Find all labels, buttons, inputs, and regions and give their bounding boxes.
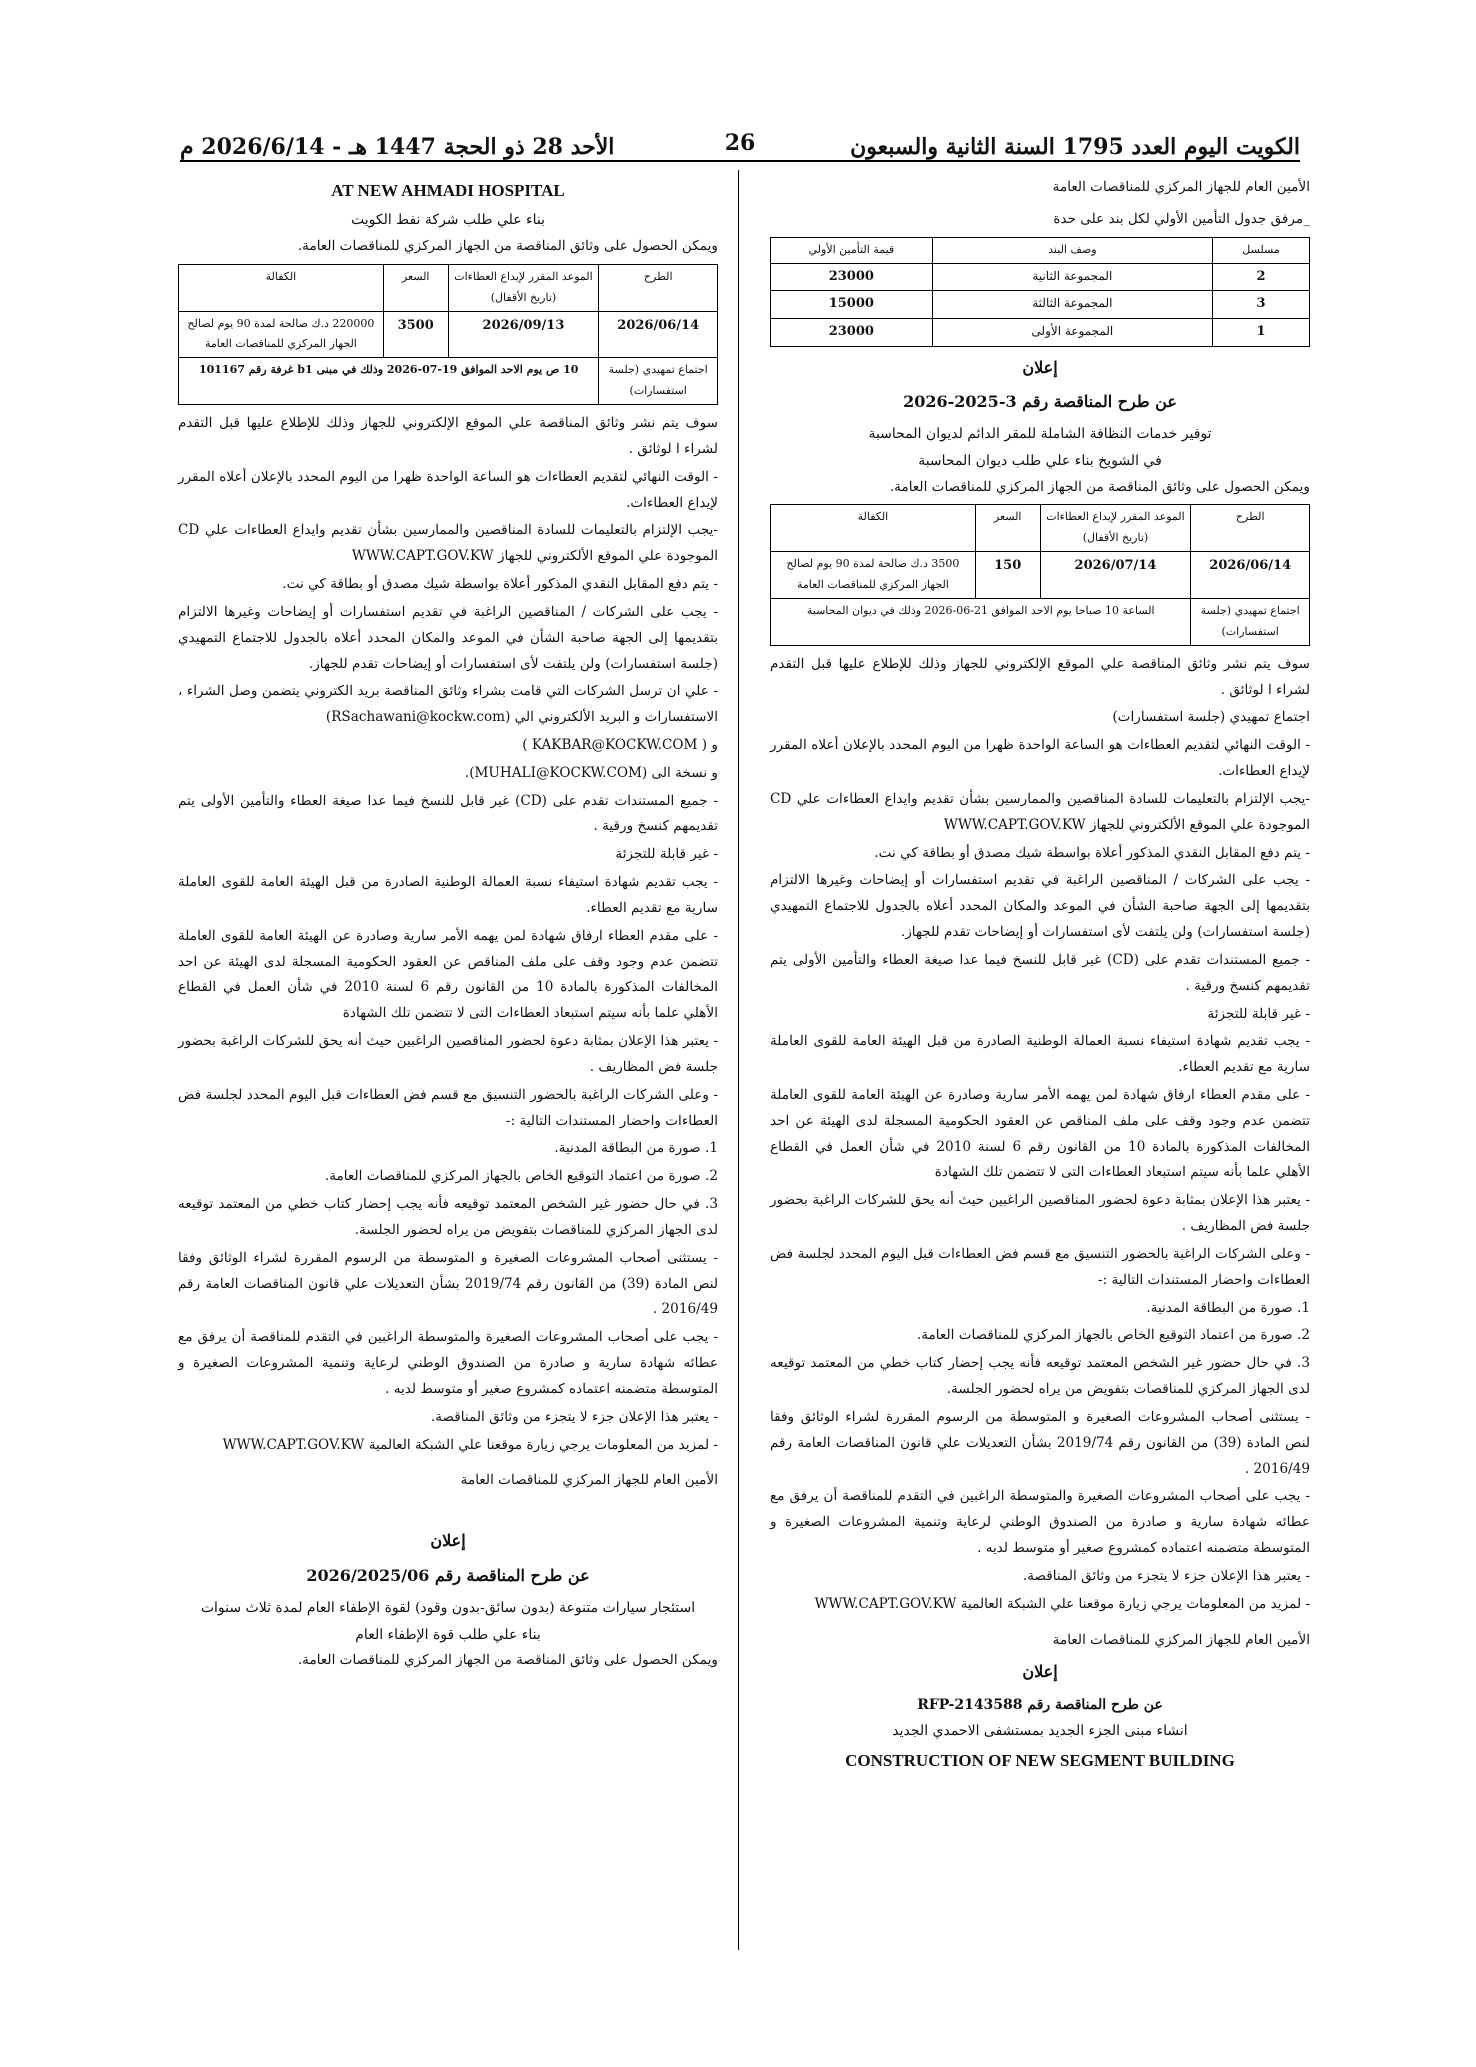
paragraph: -يجب الإلتزام بالتعليمات للسادة المناقصين والممارسين بشأن تقديم وايداع العطاءات علي CD الموجودة علي الموقع الألكتروني للجهاز WWW.CAPT.GOV.KW: [178, 522, 718, 565]
tender-cell: 2026/06/14: [599, 311, 718, 358]
tender-subject: انشاء مبنى الجزء الجديد بمستشفى الاحمدي الجديد: [892, 1723, 1188, 1740]
paragraph: - يعتبر هذا الإعلان جزء لا يتجزء من وثائق المناقصة.: [430, 1408, 718, 1425]
insurance-cell: المجموعة الأولى: [932, 318, 1212, 346]
table-row: [771, 552, 1310, 599]
paragraph: - يجب على أصحاب المشروعات الصغيرة والمتوسطة الراغبين في التقدم للمناقصة أن يرفق مع عطائه شهادة سارية و صادرة من الصندوق الوطني لرعاية وتنمية المشروعات الصغيرة و المتوسطة متضمنه اعتماده كمشروع صغير أو متوسط لديه .: [178, 1329, 718, 1397]
signature-bottom: الأمين العام للجهاز المركزي للمناقصات العامة: [1052, 1631, 1310, 1648]
insurance-cell: 15000: [771, 291, 933, 319]
meeting-label: اجتماع تمهيدي (جلسة استفسارات): [599, 358, 718, 405]
tender-header: الكفالة: [771, 505, 976, 552]
paragraph: - يعتبر هذا الإعلان بمثابة دعوة لحضور المناقصين الراغبين حيث أنه يحق للشركات الراغبة بحضور جلسة فض المظاريف .: [178, 1033, 718, 1075]
paragraph: 3. في حال حضور غير الشخص المعتمد توقيعه فأنه يجب إحضار كتاب خطي من المعتمد توقيعه لدى الجهاز المركزي للمناقصات بتفويض من يراه لحضور الجلسة.: [178, 1196, 718, 1238]
email-line: و نسخة الى (MUHALI@KOCKW.COM).: [464, 764, 718, 781]
paragraph: - يجب تقديم شهادة استيفاء نسبة العمالة الوطنية الصادرة من قبل الهيئة العامة للقوى العاملة سارية مع تقديم العطاء.: [178, 874, 718, 916]
paragraph: - لمزيد من المعلومات يرجي زيارة موقعنا علي الشبكة العالمية WWW.CAPT.GOV.KW: [814, 1595, 1310, 1612]
paragraph: - يتم دفع المقابل النقدي المذكور أعلاة بواسطة شيك مصدق أو بطاقة كي نت.: [874, 844, 1310, 861]
page-number: 26: [724, 130, 756, 156]
tender-header: الكفالة: [179, 264, 384, 311]
tender-header: الموعد المقرر لإيداع العطاءات (تاريخ الأقفال): [1040, 505, 1191, 552]
paragraph: - الوقت النهائي لتقديم العطاءات هو الساعة الواحدة ظهرا من اليوم المحدد بالإعلان أعلاه المقرر لإيداع العطاءات.: [770, 737, 1310, 780]
paragraph: سوف يتم نشر وثائق المناقصة علي الموقع الإلكتروني للجهاز وذلك للإطلاع عليها قبل التقدم لشراء ا لوثائق .: [770, 655, 1310, 698]
paragraph: -يجب الإلتزام بالتعليمات للسادة المناقصين والممارسين بشأن تقديم وايداع العطاءات علي CD الموجودة علي الموقع الألكتروني للجهاز WWW.CAPT.GOV.KW: [770, 790, 1310, 833]
paragraph: - يستثنى أصحاب المشروعات الصغيرة و المتوسطة من الرسوم المقررة لشراء الوثائق وفقا لنص المادة (39) من القانون رقم 2019/74 بشأن التعديلات علي قانون المناقصات العامة رقم 2016/49 .: [178, 1249, 718, 1318]
table-row: [771, 291, 1310, 319]
paragraph: - غير قابلة للتجزئة: [615, 846, 718, 863]
tender-cell: 150: [975, 552, 1040, 599]
right-column: [770, 175, 1310, 1777]
tender-number: عن طرح المناقصة رقم 2026/2025/06: [306, 1565, 590, 1585]
attach-note: _مرفق جدول التأمين الأولي لكل بند على حدة: [1053, 210, 1310, 227]
tender-subject: استئجار سيارات متنوعة (بدون سائق-بدون وقود) لقوة الإطفاء العام لمدة ثلاث سنوات: [200, 1599, 696, 1616]
announcement-title: إعلان: [430, 1531, 466, 1551]
tender-header: الطرح: [1191, 505, 1310, 552]
tender-docs-note: ويمكن الحصول على وثائق المناقصة من الجهاز المركزي للمناقصات العامة.: [297, 1652, 718, 1669]
paragraph: - لمزيد من المعلومات يرجي زيارة موقعنا علي الشبكة العالمية WWW.CAPT.GOV.KW: [222, 1436, 718, 1453]
insurance-cell: المجموعة الثالثة: [932, 291, 1212, 319]
paragraph: - يجب على الشركات / المناقصين الراغبة في تقديم استفسارات أو إيضاحات وغيرها الالتزام بتقديمها إلى الجهة صاحبة الشأن في الموعد والمكان المحدد أعلاه بالجدول للاجتماع التمهيدي (جلسة استفسارات) ولن يلتفت لأى استفسارات أو إيضاحات تقدم للجهاز.: [178, 603, 718, 672]
tender-latin-title: AT NEW AHMADI HOSPITAL: [331, 181, 565, 200]
signature-top: الأمين العام للجهاز المركزي للمناقصات العامة: [1052, 179, 1310, 195]
paragraph: - على مقدم العطاء ارفاق شهادة لمن يهمه الأمر سارية وصادرة عن الهيئة العامة للقوى العاملة تتضمن عدم وجود وقف على ملف المناقص عن العقود الحكومية المسجلة لدى الهيئة عن احد المخالفات المذكورة بالمادة 10 من القانون رقم 6 لسنة 2010 في شأن العمل في القطاع الأهلي علما بأنه سيتم استبعاد العطاءات التى لا تتضمن تلك الشهادة: [178, 927, 719, 1022]
tender-docs-note: ويمكن الحصول على وثائق المناقصة من الجهاز المركزي للمناقصات العامة.: [297, 237, 718, 254]
paragraph: اجتماع تمهيدي (جلسة استفسارات): [1112, 709, 1310, 726]
insurance-header: مسلسل: [1212, 237, 1309, 263]
table-row: [771, 598, 1310, 645]
paragraph: - وعلى الشركات الراغبة بالحضور التنسيق مع قسم فض العطاءات قبل اليوم المحدد لجلسة فض العطاءات واحضار المستندات التالية :-: [178, 1086, 718, 1129]
insurance-cell: 2: [1212, 263, 1309, 291]
tender-table: [178, 264, 718, 405]
paragraph: - يجب تقديم شهادة استيفاء نسبة العمالة الوطنية الصادرة من قبل الهيئة العامة للقوى العاملة سارية مع تقديم العطاء.: [770, 1033, 1310, 1076]
tender-subject: توفير خدمات النظافة الشاملة للمقر الدائم لديوان المحاسبة: [868, 426, 1212, 443]
table-row: [771, 263, 1310, 291]
paragraph: - الوقت النهائي لتقديم العطاءات هو الساعة الواحدة ظهرا من اليوم المحدد بالإعلان أعلاه المقرر لإيداع العطاءات.: [178, 468, 718, 511]
tender-cell: 2026/07/14: [1040, 552, 1191, 599]
insurance-cell: 1: [1212, 318, 1309, 346]
table-row: [771, 318, 1310, 346]
left-column: [178, 175, 718, 1676]
paragraph: - جميع المستندات تقدم على (CD) غير قابل للنسخ فيما عدا صيغة العطاء والتأمين الأولى يتم تقديمهم كنسخ ورقية .: [178, 792, 719, 835]
paragraph: - يتم دفع المقابل النقدي المذكور أعلاة بواسطة شيك مصدق أو بطاقة كي نت.: [282, 576, 718, 593]
tender-cell: 2026/06/14: [1191, 552, 1310, 599]
meeting-text: الساعة 10 صباحا يوم الاحد الموافق 21-06-2026 وذلك في ديوان المحاسبة: [771, 598, 1191, 645]
tender-cell: 3500: [383, 311, 448, 358]
insurance-cell: المجموعة الثانية: [932, 263, 1212, 291]
header-date: الأحد 28 ذو الحجة 1447 هـ - 2026/6/14 م: [180, 134, 615, 160]
tender-requester: في الشويخ بناء علي طلب ديوان المحاسبة: [918, 452, 1162, 469]
paragraph: 2. صورة من اعتماد التوقيع الخاص بالجهاز المركزي للمناقصات العامة.: [324, 1168, 718, 1185]
paragraph: - وعلى الشركات الراغبة بالحضور التنسيق مع قسم فض العطاءات قبل اليوم المحدد لجلسة فض العطاءات واحضار المستندات التالية :-: [770, 1245, 1310, 1288]
tender-cell: 220000 د.ك صالحة لمدة 90 يوم لصالح الجهاز المركزي للمناقصات العامة: [179, 311, 384, 358]
paragraph: - يجب على الشركات / المناقصين الراغبة في تقديم استفسارات أو إيضاحات وغيرها الالتزام بتقديمها إلى الجهة صاحبة الشأن في الموعد والمكان المحدد أعلاه بالجدول للاجتماع التمهيدي (جلسة استفسارات) ولن يلتفت لأى استفسارات أو إيضاحات تقدم للجهاز.: [770, 872, 1310, 941]
column-divider: [738, 170, 739, 1950]
signature: الأمين العام للجهاز المركزي للمناقصات العامة: [460, 1472, 718, 1489]
paragraph: - على مقدم العطاء ارفاق شهادة لمن يهمه الأمر سارية وصادرة عن الهيئة العامة للقوى العاملة تتضمن عدم وجود وقف على ملف المناقص عن العقود الحكومية المسجلة لدى الهيئة عن احد المخالفات المذكورة بالمادة 10 من القانون رقم 6 لسنة 2010 في شأن العمل في القطاع الأهلي علما بأنه سيتم استبعاد العطاءات التى لا تتضمن تلك الشهادة: [770, 1087, 1311, 1181]
paragraph: - يجب على أصحاب المشروعات الصغيرة والمتوسطة الراغبين في التقدم للمناقصة أن يرفق مع عطائه شهادة سارية و صادرة من الصندوق الوطني لرعاية وتنمية المشروعات الصغيرة و المتوسطة متضمنه اعتماده كمشروع صغير أو متوسط لديه .: [770, 1488, 1310, 1557]
email-line: و ( KAKBAR@KOCKW.COM ): [522, 737, 718, 753]
paragraph: 2. صورة من اعتماد التوقيع الخاص بالجهاز المركزي للمناقصات العامة.: [916, 1327, 1310, 1344]
paragraph: - يستثنى أصحاب المشروعات الصغيرة و المتوسطة من الرسوم المقررة لشراء الوثائق وفقا لنص المادة (39) من القانون رقم 2019/74 بشأن التعديلات علي قانون المناقصات العامة رقم 2016/49 .: [770, 1408, 1310, 1477]
paragraph: - علي ان ترسل الشركات التي قامت بشراء وثائق المناقصة بريد الكتروني يتضمن وصل الشراء ، الاستفسارات و البريد الألكتروني الي (RSachawani@kockw.com): [178, 683, 718, 726]
tender-table: [770, 504, 1310, 645]
insurance-table: [770, 237, 1310, 347]
paragraph: 1. صورة من البطاقة المدنية.: [554, 1140, 718, 1157]
tender-cell: 2026/09/13: [448, 311, 599, 358]
tender-cell: 3500 د.ك صالحة لمدة 90 يوم لصالح الجهاز المركزي للمناقصات العامة: [771, 552, 976, 599]
announcement-title: إعلان: [1022, 357, 1058, 377]
tender-number: عن طرح المناقصة رقم 3-2025-2026: [903, 392, 1177, 411]
tender-header: السعر: [975, 505, 1040, 552]
header-issue: الكويت اليوم العدد 1795 السنة الثانية والسبعون: [850, 134, 1300, 160]
insurance-header: وصف البند: [932, 237, 1212, 263]
paragraph: - جميع المستندات تقدم على (CD) غير قابل للنسخ فيما عدا صيغة العطاء والتأمين الأولى يتم تقديمهم كنسخ ورقية .: [770, 951, 1311, 994]
meeting-label: اجتماع تمهيدي (جلسة استفسارات): [1191, 598, 1310, 645]
announcement-title: إعلان: [1022, 1662, 1058, 1682]
paragraph: - غير قابلة للتجزئة: [1207, 1005, 1310, 1022]
tender-latin-title: CONSTRUCTION OF NEW SEGMENT BUILDING: [845, 1750, 1235, 1770]
paragraph: 3. في حال حضور غير الشخص المعتمد توقيعه فأنه يجب إحضار كتاب خطي من المعتمد توقيعه لدى الجهاز المركزي للمناقصات بتفويض من يراه لحضور الجلسة.: [770, 1355, 1310, 1398]
insurance-header: قيمة التأمين الأولي: [771, 237, 933, 263]
insurance-cell: 3: [1212, 291, 1309, 319]
table-row: [179, 358, 718, 405]
paragraph: سوف يتم نشر وثائق المناقصة علي الموقع الإلكتروني للجهاز وذلك للإطلاع عليها قبل التقدم لشراء ا لوثائق .: [178, 415, 718, 457]
paragraph: 1. صورة من البطاقة المدنية.: [1146, 1299, 1310, 1316]
paragraph: - يعتبر هذا الإعلان بمثابة دعوة لحضور المناقصين الراغبين حيث أنه يحق للشركات الراغبة بحضور جلسة فض المظاريف .: [770, 1192, 1310, 1235]
meeting-text: 10 ص يوم الاحد الموافق 19-07-2026 وذلك في مبنى b1 غرفة رقم 101167: [179, 358, 599, 405]
table-row: [179, 311, 718, 358]
tender-header: الموعد المقرر لإيداع العطاءات (تاريخ الأقفال): [448, 264, 599, 311]
tender-header: السعر: [383, 264, 448, 311]
page-header: [180, 118, 1300, 162]
tender-docs-note: ويمكن الحصول على وثائق المناقصة من الجهاز المركزي للمناقصات العامة.: [889, 478, 1310, 495]
tender-requester: بناء علي طلب قوة الإطفاء العام: [355, 1626, 541, 1643]
insurance-cell: 23000: [771, 263, 933, 291]
tender-requester: بناء علي طلب شركة نفط الكويت: [350, 212, 546, 229]
paragraph: - يعتبر هذا الإعلان جزء لا يتجزء من وثائق المناقصة.: [1022, 1567, 1310, 1584]
tender-header: الطرح: [599, 264, 718, 311]
tender-number: عن طرح المناقصة رقم RFP-2143588: [917, 1696, 1163, 1713]
insurance-cell: 23000: [771, 318, 933, 346]
